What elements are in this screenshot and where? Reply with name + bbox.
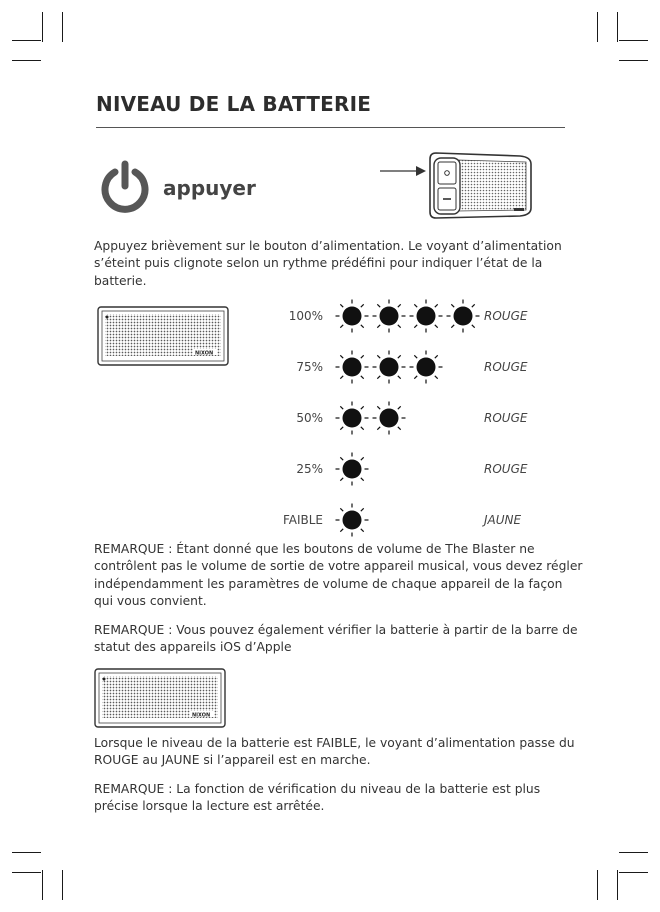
battery-level-label: FAIBLE	[282, 513, 323, 527]
crop-mark	[12, 60, 41, 61]
battery-led-color: ROUGE	[484, 309, 528, 323]
note-ios: REMARQUE : Vous pouvez également vérifier la batterie à partir de la barre de statut des appareils iOS d’Apple	[94, 623, 578, 655]
crop-mark	[619, 872, 648, 873]
battery-led-color: ROUGE	[484, 360, 528, 374]
crop-mark	[619, 40, 648, 41]
battery-level-label: 75%	[296, 360, 323, 374]
speaker-side-icon	[428, 150, 534, 220]
led-blink-icon	[332, 398, 372, 438]
crop-mark	[62, 12, 63, 42]
crop-mark	[619, 60, 648, 61]
crop-mark	[62, 870, 63, 900]
low-battery-paragraph: Lorsque le niveau de la batterie est FAIBLE, le voyant d’alimentation passe du ROUGE au JAUNE si l’appareil est en marche.	[94, 736, 575, 768]
press-label: appuyer	[163, 176, 256, 200]
intro-paragraph: Appuyez brièvement sur le bouton d’alimentation. Le voyant d’alimentation s’éteint puis clignote selon un rythme prédéfini pour indiquer l’état de la batterie.	[94, 239, 562, 288]
led-blink-icon	[332, 449, 372, 489]
speaker-brand-label: NIXON	[195, 350, 214, 357]
led-blink-icon	[443, 296, 483, 336]
crop-mark	[42, 12, 43, 42]
led-blink-icon	[369, 296, 409, 336]
note-volume: REMARQUE : Étant donné que les boutons de volume de The Blaster ne contrôlent pas le volume de sortie de votre appareil musical, vous devez régler indépendamment les paramètres de volume de chaque appareil de la façon qui vous convient.	[94, 542, 583, 609]
led-blink-icon	[369, 347, 409, 387]
speaker-icon	[97, 306, 229, 366]
led-blink-icon	[369, 398, 409, 438]
crop-mark	[12, 852, 41, 853]
battery-led-color: ROUGE	[484, 411, 528, 425]
power-icon	[97, 160, 153, 216]
battery-level-label: 100%	[288, 309, 323, 323]
battery-level-label: 50%	[296, 411, 323, 425]
title-divider	[96, 127, 565, 128]
page-title: NIVEAU DE LA BATTERIE	[96, 92, 372, 116]
crop-mark	[12, 40, 41, 41]
speaker-brand-label: NIXON	[192, 712, 211, 719]
crop-mark	[619, 852, 648, 853]
arrow-right-icon	[380, 164, 426, 178]
crop-mark	[597, 870, 598, 900]
battery-led-color: ROUGE	[484, 462, 528, 476]
led-blink-icon	[332, 500, 372, 540]
led-blink-icon	[332, 347, 372, 387]
crop-mark	[597, 12, 598, 42]
led-blink-icon	[332, 296, 372, 336]
battery-led-color: JAUNE	[484, 513, 522, 527]
battery-level-label: 25%	[296, 462, 323, 476]
led-blink-icon	[406, 347, 446, 387]
crop-mark	[12, 872, 41, 873]
note-accuracy: REMARQUE : La fonction de vérification du niveau de la batterie est plus précise lorsque la lecture est arrêtée.	[94, 782, 541, 814]
speaker-icon-2	[94, 668, 226, 728]
crop-mark	[617, 12, 618, 42]
led-blink-icon	[406, 296, 446, 336]
crop-mark	[617, 870, 618, 900]
crop-mark	[42, 870, 43, 900]
